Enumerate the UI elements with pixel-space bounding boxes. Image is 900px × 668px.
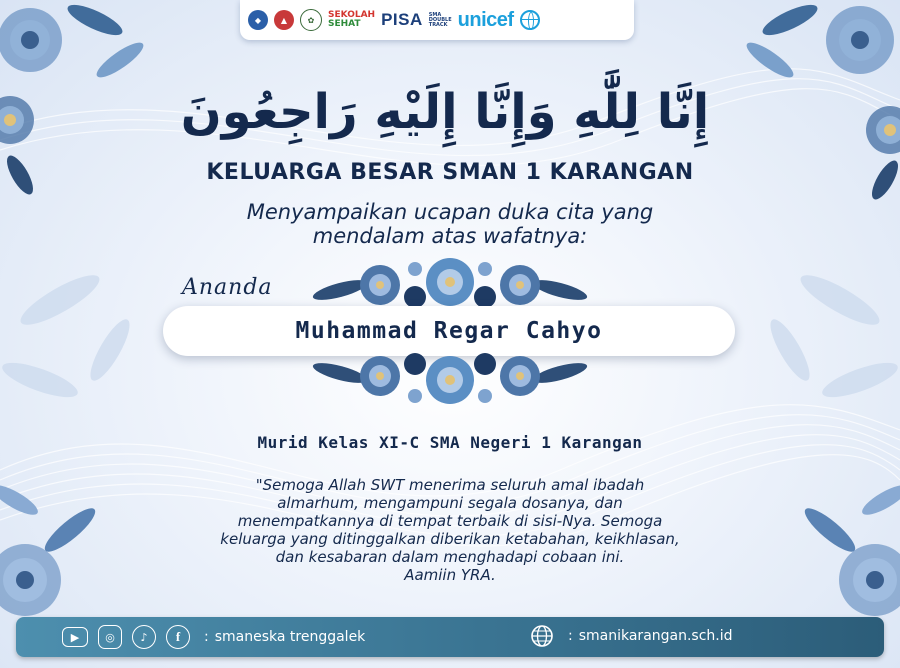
unicef-logo: unicef (457, 8, 514, 31)
website-link[interactable] (530, 624, 733, 648)
jatim-logo: ◆ (248, 10, 268, 30)
tiktok-icon[interactable]: ♪ (132, 625, 156, 649)
sma-double-track-logo: SMA DOUBLE TRACK (428, 11, 452, 28)
pisa-logo: PISA (381, 10, 423, 29)
social-handle[interactable]: smaneska trenggalek (214, 629, 366, 645)
svg-text:إِنَّا لِلَّٰهِ وَإِنَّا إِلَي: إِنَّا لِلَّٰهِ وَإِنَّا إِلَيْهِ رَاجِعُونَ (180, 84, 710, 140)
student-class: Murid Kelas XI-C SMA Negeri 1 Karangan (257, 433, 643, 452)
deceased-name: Muhammad Regar Cahyo (295, 318, 603, 344)
instagram-icon[interactable]: ◎ (98, 625, 122, 649)
social-separator: : (204, 629, 209, 645)
prayer-text: "Semoga Allah SWT menerima seluruh amal ibadah almarhum, mengampuni segala dosanya, dan menempatkannya di tempat terbaik di sisi-Nya. Semoga keluarga yang ditinggalkan diberikan ketabahan, keikhlasan, dan kesabaran dalam menghadapi cobaan ini. Aamiin YRA. (220, 476, 680, 584)
family-title: KELUARGA BESAR SMAN 1 KARANGAN (206, 160, 694, 185)
footer-bar (16, 617, 884, 657)
ananda-label: Ananda (182, 275, 273, 300)
unicef-globe-icon (520, 10, 540, 30)
youtube-icon[interactable]: ▶ (62, 627, 88, 647)
website-url[interactable]: smanikarangan.sch.id (578, 628, 733, 644)
condolence-message: Menyampaikan ucapan duka cita yang mendalam atas wafatnya: (246, 200, 654, 248)
trenggalek-logo: ▲ (274, 10, 294, 30)
sponsor-logo-bar (240, 0, 634, 40)
arabic-calligraphy (180, 68, 710, 148)
school-logo: ✿ (300, 9, 322, 31)
floral-ornament-bottom (305, 348, 595, 410)
globe-icon (530, 624, 554, 648)
website-separator: : (568, 628, 573, 644)
sekolah-sehat-logo: SEKOLAH SEHAT (328, 10, 376, 29)
facebook-icon[interactable]: f (166, 625, 190, 649)
